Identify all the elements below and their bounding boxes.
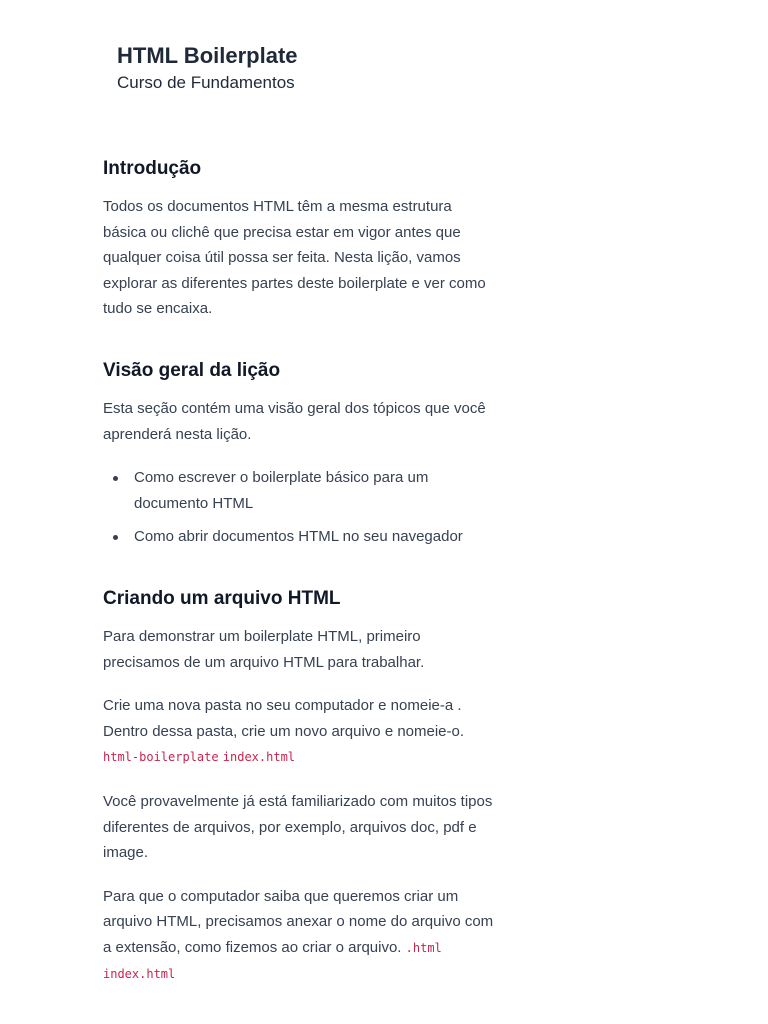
paragraph-text: Para que o computador saiba que queremos criar um arquivo HTML, precisamos anexar o nome do arquivo com a extensão, como fizemos ao criar o arquivo. <box>103 887 494 956</box>
list-item: Como abrir documentos HTML no seu navegador <box>134 524 498 550</box>
section-lesson-overview <box>103 356 498 550</box>
creating-html-file-heading: Criando um arquivo HTML <box>103 587 341 609</box>
inline-code: .html <box>405 940 442 955</box>
course-title: HTML Boilerplate <box>117 43 298 68</box>
course-subtitle: Curso de Fundamentos <box>117 73 295 92</box>
section-creating-html-file <box>103 584 498 988</box>
introduction-heading: Introdução <box>103 158 202 179</box>
inline-code: index.html <box>103 967 176 982</box>
lesson-overview-paragraph: Esta seção contém uma visão geral dos tópicos que você aprenderá nesta lição. <box>103 399 486 443</box>
creating-paragraph-4 <box>103 884 498 988</box>
lesson-overview-heading: Visão geral da lição <box>103 359 281 381</box>
creating-paragraph-1: Para demonstrar um boilerplate HTML, primeiro precisamos de um arquivo HTML para trabalhar. <box>103 627 425 671</box>
list-item: Como escrever o boilerplate básico para um documento HTML <box>134 465 498 516</box>
paragraph-text: Crie uma nova pasta no seu computador e nomeie-a . Dentro dessa pasta, crie um novo arquivo e nomeie-o. <box>103 697 465 740</box>
creating-paragraph-3: Você provavelmente já está familiarizado com muitos tipos diferentes de arquivos, por exemplo, arquivos doc, pdf e image. <box>103 792 493 862</box>
creating-paragraph-2 <box>103 693 498 771</box>
introduction-paragraph: Todos os documentos HTML têm a mesma estrutura básica ou clichê que precisa estar em vigor antes que qualquer coisa útil possa ser feita. Nesta lição, vamos explorar as diferentes partes deste boilerplate e ver como tudo se encaixa. <box>103 198 486 318</box>
section-introduction <box>103 154 498 322</box>
lesson-overview-list <box>103 465 498 550</box>
inline-code: index.html <box>222 750 296 765</box>
course-header <box>117 41 298 95</box>
inline-code: html-boilerplate <box>103 750 219 765</box>
lesson-content <box>103 154 498 1006</box>
